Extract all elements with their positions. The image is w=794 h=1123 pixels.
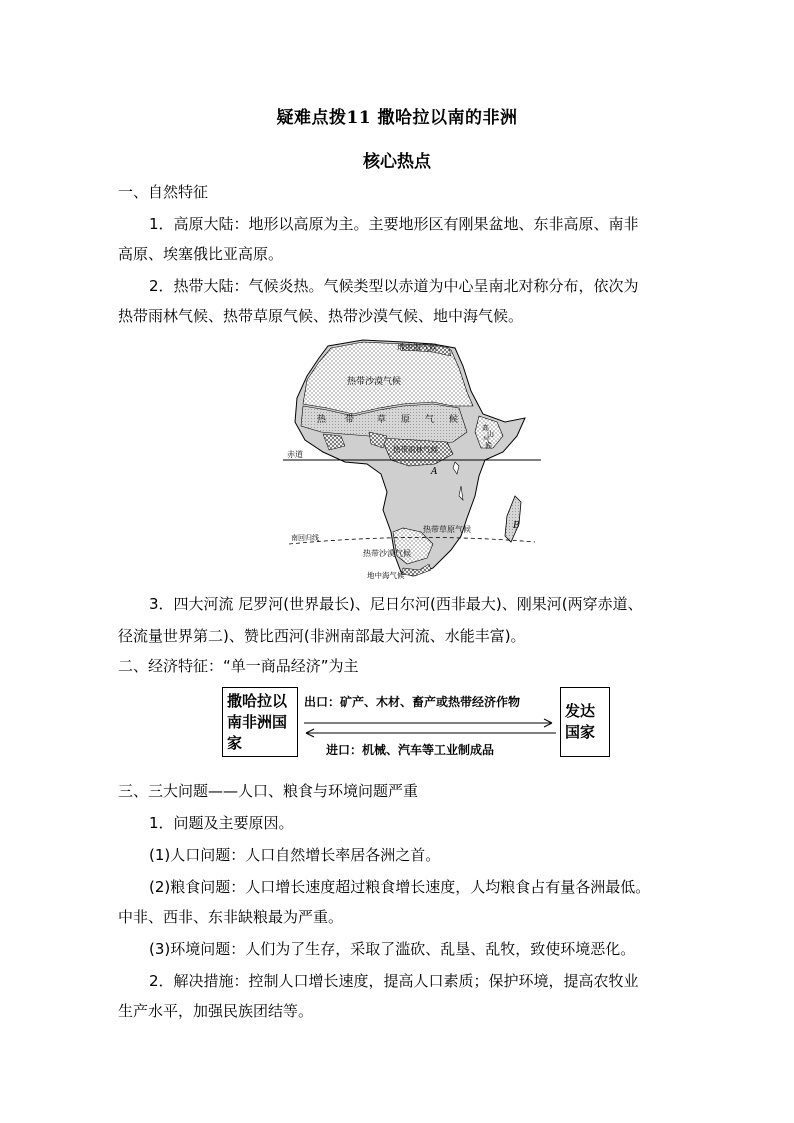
paragraph-measures-line1: 2．解决措施：控制人口增长速度，提高人口素质；保护环境，提高农牧业 bbox=[149, 972, 639, 990]
label-highland-2: 山 bbox=[487, 430, 494, 438]
paragraph-plateau-line2: 高原、埃塞俄比亚高原。 bbox=[118, 245, 284, 263]
paragraph-rivers-line2: 径流量世界第二)、赞比西河(非洲南部最大河流、水能丰富)。 bbox=[118, 627, 526, 645]
import-label: 进口：机械、汽车等工业制成品 bbox=[326, 743, 495, 757]
paragraph-climate-line2: 热带雨林气候、热带草原气候、热带沙漠气候、地中海气候。 bbox=[118, 307, 524, 325]
label-savanna-south: 热带草原气候 bbox=[423, 525, 471, 534]
paragraph-rivers-line1: 3．四大河流 尼罗河(世界最长)、尼日尔河(西非最大)、刚果河(两穿赤道、 bbox=[149, 595, 643, 613]
section-heading-problems: 三、三大问题——人口、粮食与环境问题严重 bbox=[118, 782, 419, 800]
label-savanna-2: 带 bbox=[345, 415, 355, 425]
paragraph-environment: (3)环境问题：人们为了生存，采取了滥砍、乱垦、乱牧，致使环境恶化。 bbox=[149, 940, 636, 958]
trade-flow-diagram bbox=[222, 687, 610, 759]
paragraph-food-line1: (2)粮食问题：人口增长速度超过粮食增长速度，人均粮食占有量各洲最低。 bbox=[149, 878, 651, 896]
paragraph-problems-title: 1．问题及主要原因。 bbox=[149, 814, 294, 832]
label-tropic: 南回归线 bbox=[291, 534, 319, 542]
paragraph-food-line2: 中非、西非、东非缺粮最为严重。 bbox=[118, 908, 344, 926]
label-savanna-5: 气 bbox=[425, 415, 435, 425]
section-heading-natural: 一、自然特征 bbox=[118, 183, 209, 201]
label-desert-south: 热带沙漠气候 bbox=[363, 549, 411, 558]
right-box-line1: 发达 bbox=[565, 702, 596, 720]
label-equator: 赤道 bbox=[287, 450, 303, 459]
paragraph-measures-line2: 生产水平，加强民族团结等。 bbox=[118, 1002, 314, 1020]
label-med-north: 地中海气候 bbox=[397, 343, 437, 352]
label-savanna-3: 草 bbox=[377, 415, 387, 425]
paragraph-climate-line1: 2．热带大陆：气候炎热。气候类型以赤道为中心呈南北对称分布，依次为 bbox=[149, 277, 639, 295]
label-savanna-1: 热 bbox=[317, 415, 327, 425]
export-label: 出口：矿产、木材、畜产或热带经济作物 bbox=[304, 695, 521, 709]
left-box-line3: 家 bbox=[227, 734, 243, 752]
label-savanna-6: 候 bbox=[449, 415, 459, 425]
label-desert-north: 热带沙漠气候 bbox=[347, 377, 402, 387]
label-B: B bbox=[513, 521, 520, 531]
import-arrow-icon bbox=[300, 727, 560, 739]
africa-climate-map bbox=[283, 336, 541, 586]
africa-countries-box bbox=[222, 687, 298, 757]
left-box-line1: 撒哈拉以 bbox=[227, 692, 288, 710]
label-rainforest: 热带雨林气候 bbox=[393, 445, 438, 454]
section-heading-economy: 二、经济特征：“单一商品经济”为主 bbox=[118, 657, 359, 675]
right-box-line2: 国家 bbox=[565, 723, 596, 741]
label-highland-4: 候 bbox=[485, 442, 492, 450]
label-highland-3: 气 bbox=[483, 436, 490, 444]
paragraph-population: (1)人口问题：人口自然增长率居各洲之首。 bbox=[149, 846, 441, 864]
developed-countries-box bbox=[560, 687, 610, 757]
label-A: A bbox=[431, 467, 438, 477]
label-med-south: 地中海气候 bbox=[367, 571, 405, 580]
paragraph-plateau-line1: 1．高原大陆：地形以高原为主。主要地形区有刚果盆地、东非高原、南非 bbox=[149, 215, 639, 233]
page-title: 疑难点拨11 撒哈拉以南的非洲 bbox=[276, 108, 518, 128]
left-box-line2: 南非洲国 bbox=[227, 713, 288, 731]
section-subtitle: 核心热点 bbox=[363, 152, 431, 172]
label-savanna-4: 原 bbox=[401, 415, 411, 425]
label-highland-1: 高 bbox=[482, 424, 489, 432]
